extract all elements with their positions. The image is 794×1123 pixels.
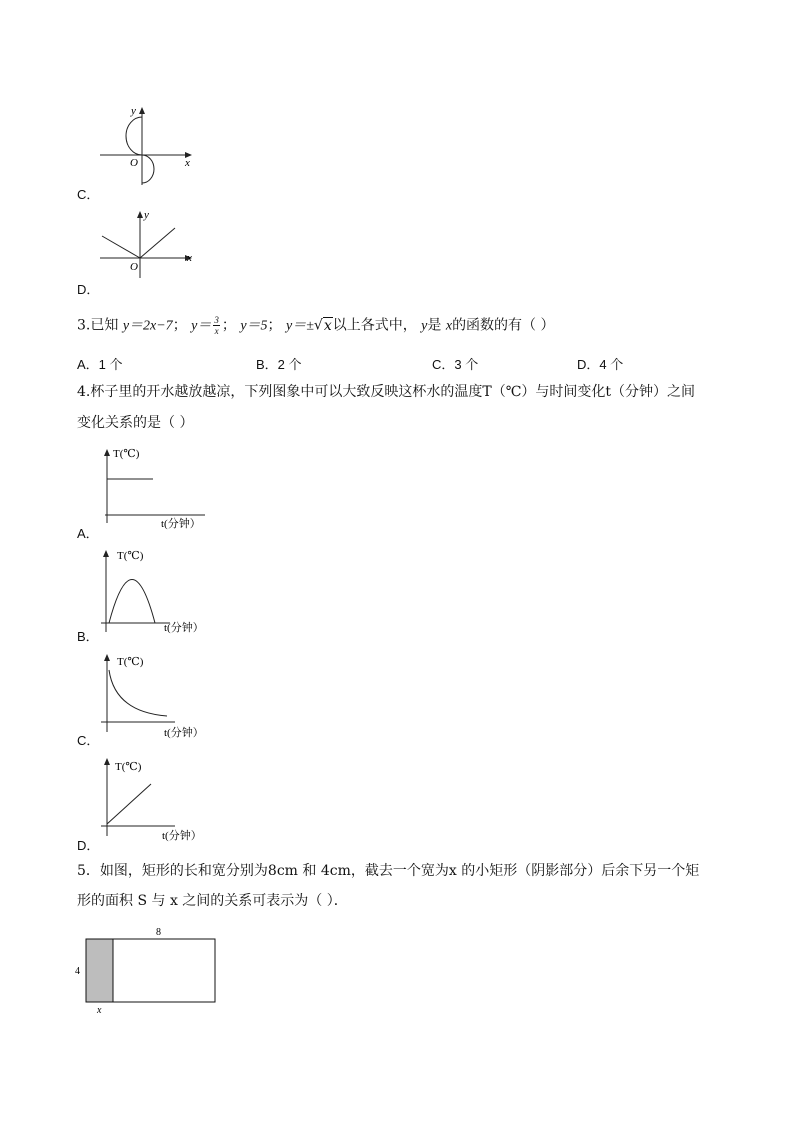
y-axis-label: T(℃) [117, 656, 144, 668]
q4-graph-d [95, 754, 225, 846]
q3-tail: 的函数的有（ ） [452, 317, 555, 334]
q3-fraction-denominator: x [214, 326, 219, 336]
q3-prefix: 3.已知 [77, 317, 119, 334]
q4-stem-line-1: 4.杯子里的开水越放越凉，下列图象中可以大致反映这杯水的温度T（℃）与时间变化t（分钟）之间 [77, 384, 695, 400]
q4-graph-a [95, 443, 225, 533]
width-label: 4 [75, 966, 80, 977]
q5-rectangle-figure [70, 924, 230, 1019]
q3-formula-2-lhs: y＝ [191, 318, 212, 334]
q4-option-c-label[interactable]: C． [77, 733, 100, 748]
q3-fraction-numerator: 3 [214, 315, 219, 325]
q3-fraction [213, 315, 220, 336]
q3-formula-4-lhs: y＝± [285, 318, 314, 334]
x-axis-label: t(分钟） [164, 727, 204, 739]
length-label: 8 [156, 927, 161, 938]
q2-option-c-label[interactable]: C． [77, 187, 100, 202]
x-axis-label: t(分钟） [164, 622, 204, 634]
x-axis-label: x [185, 157, 190, 169]
q3-formula-1: y＝2x−7 [122, 318, 173, 334]
q3-option-d[interactable]: D．4 个 [577, 357, 624, 372]
x-axis-label: x [187, 252, 192, 264]
origin-label: O [130, 261, 138, 273]
q3-radicand: x [323, 317, 332, 334]
q3-formula-3: y＝5 [240, 318, 268, 334]
q3-sep-1: ； [172, 317, 187, 334]
q3-var-x: x [445, 318, 453, 334]
q3-sep-3: ； [267, 317, 282, 334]
y-axis-label: y [144, 209, 149, 221]
q2-graph-d [95, 206, 205, 286]
y-axis-label: T(℃) [115, 761, 142, 773]
sqrt-icon: √ [313, 317, 323, 334]
y-axis-label: T(℃) [113, 448, 140, 460]
q4-option-b-label[interactable]: B． [77, 629, 99, 644]
q3-stem [77, 315, 555, 337]
q3-option-c[interactable]: C．3 个 [432, 357, 479, 372]
shaded-strip [86, 939, 113, 1002]
q3-option-a[interactable]: A．1 个 [77, 357, 123, 372]
q4-graph-b [95, 546, 225, 638]
x-label: x [97, 1005, 102, 1016]
q3-suffix: 以上各式中， [332, 317, 417, 334]
q2-graph-c [95, 100, 205, 190]
y-axis-label: T(℃) [117, 550, 144, 562]
x-axis-label: t(分钟） [161, 518, 201, 530]
q4-option-d-label[interactable]: D． [77, 838, 100, 853]
q4-stem-line-2: 变化关系的是（ ） [77, 415, 194, 431]
q5-stem-line-1: 5．如图，矩形的长和宽分别为8cm 和 4cm，截去一个宽为x 的小矩形（阴影部分）后余下另一个矩 [77, 863, 700, 879]
q4-graph-c [95, 650, 225, 742]
q3-option-b[interactable]: B．2 个 [256, 357, 302, 372]
y-axis-label: y [131, 105, 136, 117]
q3-is: 是 [427, 317, 446, 334]
q3-sep-2: ； [221, 317, 236, 334]
q3-var-y: y [421, 318, 428, 334]
origin-label: O [130, 157, 138, 169]
x-axis-label: t(分钟） [162, 830, 202, 842]
q2-option-d-label[interactable]: D． [77, 282, 100, 297]
q5-stem-line-2: 形的面积 S 与 x 之间的关系可表示为（ ）． [77, 893, 348, 909]
q4-option-a-label[interactable]: A． [77, 526, 99, 541]
